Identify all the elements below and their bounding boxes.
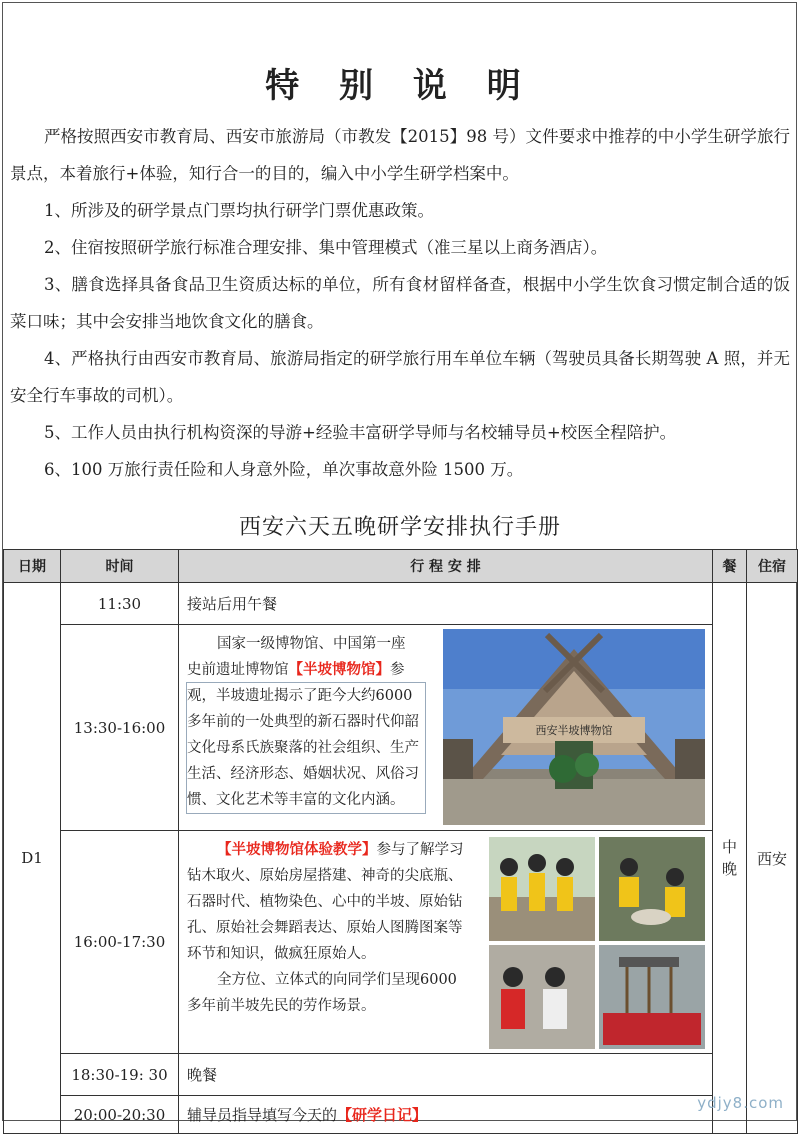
time-cell: 16:00-17:30 (61, 831, 179, 1054)
plan-cell (179, 831, 713, 1054)
desc-paragraph: 全方位、立体式的向同学们呈现6000 多年前半坡先民的劳作场景。 (187, 972, 457, 1014)
time-cell: 18:30-19: 30 (61, 1054, 179, 1096)
desc-line (187, 657, 425, 683)
museum-description (179, 625, 425, 813)
note-item-2: 2、住宿按照研学旅行标准合理安排、集中管理模式（准三星以上商务酒店）。 (44, 238, 608, 257)
museum-gate-photo (443, 629, 705, 825)
plan-cell: 晚餐 (179, 1054, 713, 1096)
time-cell: 13:30-16:00 (61, 625, 179, 831)
museum-sign-text: 西安半坡博物馆 (535, 724, 613, 737)
desc-text: 史前遗址博物馆 (187, 662, 289, 678)
table-row (4, 831, 798, 1054)
table-row (4, 1054, 798, 1096)
meal-cell (713, 583, 747, 1134)
schedule-table (3, 549, 798, 1134)
highlight-text: 【半坡博物馆】 (288, 661, 390, 678)
note-item-1: 1、所涉及的研学景点门票均执行研学门票优惠政策。 (44, 201, 434, 220)
desc-paragraph (187, 837, 473, 967)
header-plan: 行 程 安 排 (179, 550, 713, 583)
desc-boxed-text: 观，半坡遗址揭示了距今大约6000 多年前的一处典型的新石器时代仰韶文化母系氏族聚落的社会组织、生产生活、经济形态、婚姻状况、风俗习惯、文化艺术等丰富的文化内涵。 (187, 683, 425, 813)
table-row (4, 625, 798, 831)
table-header-row (4, 550, 798, 583)
activity-photo-collage (489, 837, 705, 1049)
header-time: 时间 (61, 550, 179, 583)
plan-text: 辅导员指导填写今天的 (187, 1106, 338, 1124)
plan-cell (179, 625, 713, 831)
plan-cell (179, 1096, 713, 1134)
stay-cell: 西安 (747, 583, 798, 1134)
page-title: 特 别 说 明 (265, 66, 535, 106)
meal-text: 中晚 (721, 838, 737, 878)
plan-cell: 接站后用午餐 (179, 583, 713, 625)
table-row (4, 1096, 798, 1134)
experience-description (179, 831, 473, 1019)
desc-line: 国家一级博物馆、中国第一座 (217, 636, 406, 652)
watermark: ydjy8.com (697, 1094, 784, 1112)
note-item-5: 5、工作人员由执行机构资深的导游+经验丰富研学导师与名校辅导员+校医全程陪护。 (44, 423, 677, 442)
time-cell: 20:00-20:30 (61, 1096, 179, 1134)
notes-list (10, 192, 790, 488)
highlight-text: 【研学日记】 (337, 1106, 428, 1124)
schedule-subtitle: 西安六天五晚研学安排执行手册 (238, 515, 561, 540)
intro-paragraph: 严格按照西安市教育局、西安市旅游局（市教发【2015】98 号）文件要求中推荐的中小学生研学旅行景点，本着旅行+体验，知行合一的目的，编入中小学生研学档案中。 (10, 127, 790, 183)
table-row (4, 583, 798, 625)
highlight-text: 【半坡博物馆体验教学】 (217, 841, 377, 858)
note-item-6: 6、100 万旅行责任险和人身意外险，单次事故意外险 1500 万。 (44, 460, 524, 479)
note-item-4: 4、严格执行由西安市教育局、旅游局指定的研学旅行用车单位车辆（驾驶员具备长期驾驶 A 照，并无安全行车事故的司机）。 (10, 349, 790, 405)
note-item-3: 3、膳食选择具备食品卫生资质达标的单位，所有食材留样备查，根据中小学生饮食习惯定制合适的饭菜口味；其中会安排当地饮食文化的膳食。 (10, 275, 790, 331)
header-meal: 餐 (713, 550, 747, 583)
day-cell: D1 (4, 583, 61, 1134)
time-cell: 11:30 (61, 583, 179, 625)
desc-text: 参 (390, 662, 405, 678)
desc-text: 参与了解学习钻木取火、原始房屋搭建、神奇的尖底瓶、石器时代、植物染色、心中的半坡、原始钻孔、原始社会舞蹈表达、原始人图腾图案等环节和知识，做疯狂原始人。 (187, 842, 464, 962)
header-date: 日期 (4, 550, 61, 583)
header-stay: 住宿 (747, 550, 798, 583)
